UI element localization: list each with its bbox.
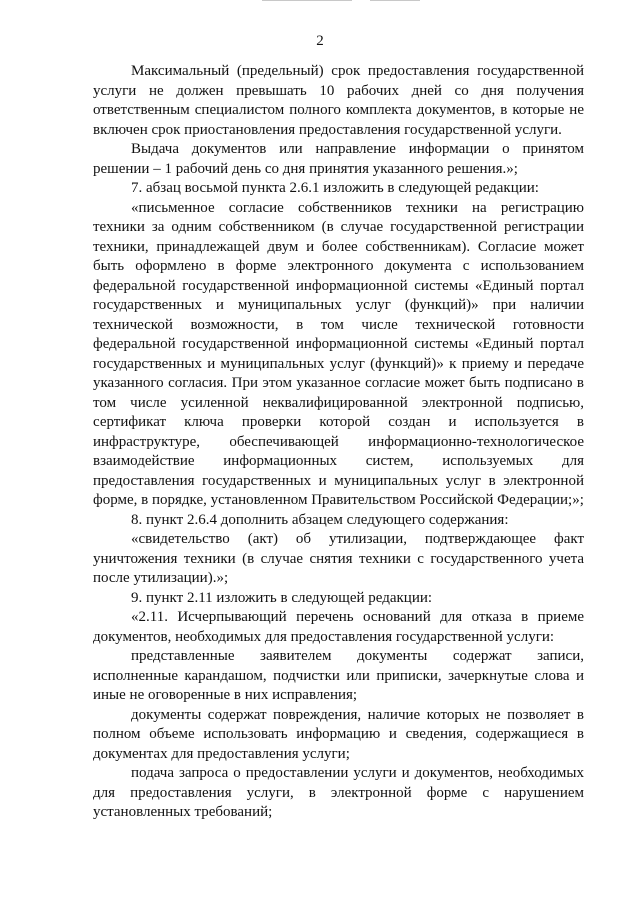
paragraph-electronic-request: подача запроса о предоставлении услуги и документов, необходимых для предоставления услуги, в электронной форме с нарушением установленных требований;: [93, 765, 584, 820]
paragraph-pencil-records: представленные заявителем документы содержат записи, исполненные карандашом, подчистки или приписки, зачеркнутые слова и иные не оговоренные в них исправления;: [93, 648, 584, 703]
scan-artifact-line: [370, 0, 420, 1]
paragraph-amendment-9: 9. пункт 2.11 изложить в следующей редакции:: [131, 589, 433, 606]
paragraph-owner-consent: «письменное согласие собственников техники на регистрацию техники за одним собственником (в случае государственной регистрации техники, принадлежащей двум и более собственникам). Согласие может быть оформлено в форме электронного документа с использованием федеральной государственной информационной системы «Единый портал государственных и муниципальных услуг (функций)» при наличии технической возможности, в том числе технической готовности федеральной государственной информационной системы «Единый портал государственных и муниципальных услуг (функций)» к приему и передаче указанного согласия. При этом указанное согласие может быть подписано в том числе усиленной неквалифицированной электронной подписью, сертификат ключа проверки которой создан и используется в инфраструктуре, обеспечивающей информационно-технологическое взаимодействие информационных систем, используемых для предоставления государственных и муниципальных услуг в электронной форме, в порядке, установленном Правительством Российской Федерации;»;: [93, 199, 584, 508]
paragraph-amendment-8: 8. пункт 2.6.4 дополнить абзацем следующего содержания:: [131, 511, 509, 528]
page-number: 2: [316, 33, 324, 49]
paragraph-disposal-certificate: «свидетельство (акт) об утилизации, подтверждающее факт уничтожения техники (в случае снятия техники с государственного учета после утилизации).»;: [93, 531, 584, 586]
paragraph-issue-documents: Выдача документов или направление информации о принятом решении – 1 рабочий день со дня принятия указанного решения.»;: [93, 141, 584, 177]
paragraph-damaged-documents: документы содержат повреждения, наличие которых не позволяет в полном объеме использовать информацию и сведения, содержащиеся в документах для предоставления услуги;: [93, 706, 584, 762]
paragraph-amendment-7: 7. абзац восьмой пункта 2.6.1 изложить в следующей редакции:: [131, 180, 539, 196]
paragraph-refusal-grounds: «2.11. Исчерпывающий перечень оснований для отказа в приеме документов, необходимых для предоставления государственной услуги:: [93, 609, 584, 645]
paragraph-max-term: Максимальный (предельный) срок предоставления государственной услуги не должен превышать 10 рабочих дней со дня получения ответственным специалистом полного комплекта документов, в которые не включен срок приостановления предоставления государственной услуги.: [93, 63, 584, 138]
document-body: [93, 62, 584, 823]
scan-artifact-line: [262, 0, 352, 1]
